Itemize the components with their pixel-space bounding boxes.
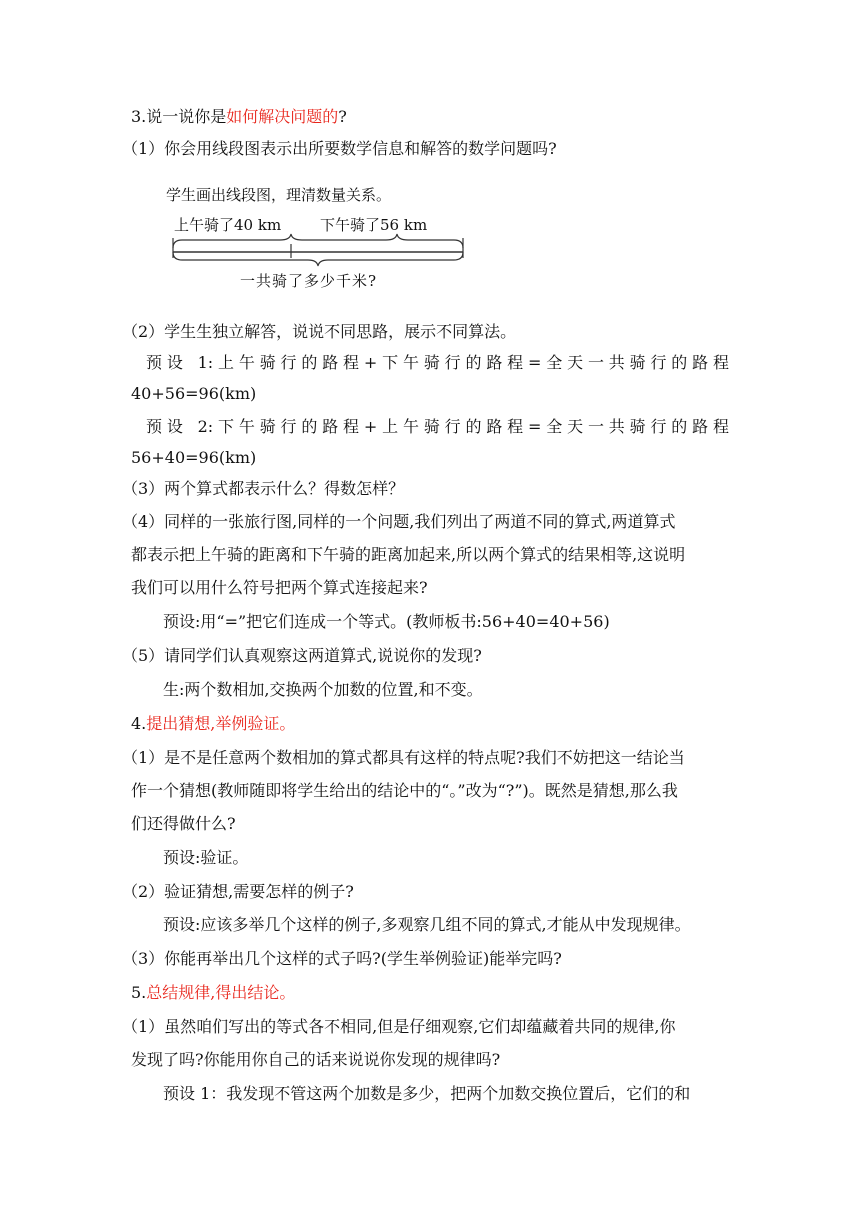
diagram-label-afternoon: 下午骑了56 km bbox=[320, 216, 428, 234]
question-4-line-2: 都表示把上午骑的距离和下午骑的距离加起来,所以两个算式的结果相等,这说明 bbox=[131, 545, 686, 564]
diagram-label-morning: 上午骑了40 km bbox=[174, 216, 282, 234]
h5-question-1-line-1: （1）虽然咱们写出的等式各不相同,但是仔细观察,它们却蕴藏着共同的规律,你 bbox=[122, 1017, 676, 1036]
h4-question-3: （3）你能再举出几个这样的式子吗?(学生举例验证)能举完吗? bbox=[122, 949, 562, 968]
preset-1-formula: 40+56=96(km) bbox=[131, 384, 257, 403]
h4-question-2: （2）验证猜想,需要怎样的例子? bbox=[122, 882, 354, 901]
question-5-answer: 生:两个数相加,交换两个加数的位置,和不变。 bbox=[163, 680, 483, 699]
h5-question-1-line-2: 发现了吗?你能用你自己的话来说说你发现的规律吗? bbox=[131, 1050, 501, 1069]
heading-highlight: 总结规律,得出结论。 bbox=[146, 983, 296, 1002]
h4-question-1-line-3: 们还得做什么? bbox=[131, 814, 236, 833]
heading-highlight: 如何解决问题的 bbox=[226, 107, 339, 126]
question-3: （3）两个算式都表示什么？得数怎样？ bbox=[122, 479, 405, 498]
diagram-caption: 学生画出线段图，理清数量关系。 bbox=[166, 186, 392, 204]
h5-preset-1: 预设 1：我发现不管这两个加数是多少，把两个加数交换位置后，它们的和 bbox=[163, 1084, 691, 1103]
question-2: （2）学生生独立解答，说说不同思路，展示不同算法。 bbox=[122, 322, 517, 341]
preset-1: 预设 1:上午骑行的路程+下午骑行的路程=全天一共骑行的路程 bbox=[146, 353, 729, 372]
section-heading-3: 3.说一说你是如何解决问题的? bbox=[131, 107, 347, 126]
section-heading-5: 5.总结规律,得出结论。 bbox=[131, 983, 296, 1002]
h4-question-1-line-1: （1）是不是任意两个数相加的算式都具有这样的特点呢?我们不妨把这一结论当 bbox=[122, 748, 685, 767]
h4-question-2-preset: 预设:应该多举几个这样的例子,多观察几组不同的算式,才能从中发现规律。 bbox=[163, 915, 691, 934]
preset-2-formula: 56+40=96(km) bbox=[131, 448, 257, 467]
question-4-line-3: 我们可以用什么符号把两个算式连接起来? bbox=[131, 578, 428, 597]
diagram-question: 一共骑了多少千米? bbox=[240, 272, 378, 290]
question-4-preset: 预设:用“=”把它们连成一个等式。(教师板书:56+40=40+56) bbox=[163, 612, 610, 631]
question-1: （1）你会用线段图表示出所要数学信息和解答的数学问题吗? bbox=[122, 139, 557, 158]
preset-2: 预设 2:下午骑行的路程+上午骑行的路程=全天一共骑行的路程 bbox=[146, 417, 729, 436]
heading-highlight: 提出猜想,举例验证。 bbox=[146, 714, 296, 733]
question-5: （5）请同学们认真观察这两道算式,说说你的发现? bbox=[122, 646, 482, 665]
h4-question-1-preset: 预设:验证。 bbox=[163, 848, 249, 867]
line-segment-diagram bbox=[160, 180, 480, 290]
h4-question-1-line-2: 作一个猜想(教师随即将学生给出的结论中的“。”改为“?”)。既然是猜想,那么我 bbox=[131, 781, 678, 800]
question-4-line-1: （4）同样的一张旅行图,同样的一个问题,我们列出了两道不同的算式,两道算式 bbox=[122, 512, 676, 531]
top-brace bbox=[173, 234, 463, 248]
bottom-brace bbox=[173, 252, 463, 266]
section-heading-4: 4.提出猜想,举例验证。 bbox=[131, 714, 296, 733]
